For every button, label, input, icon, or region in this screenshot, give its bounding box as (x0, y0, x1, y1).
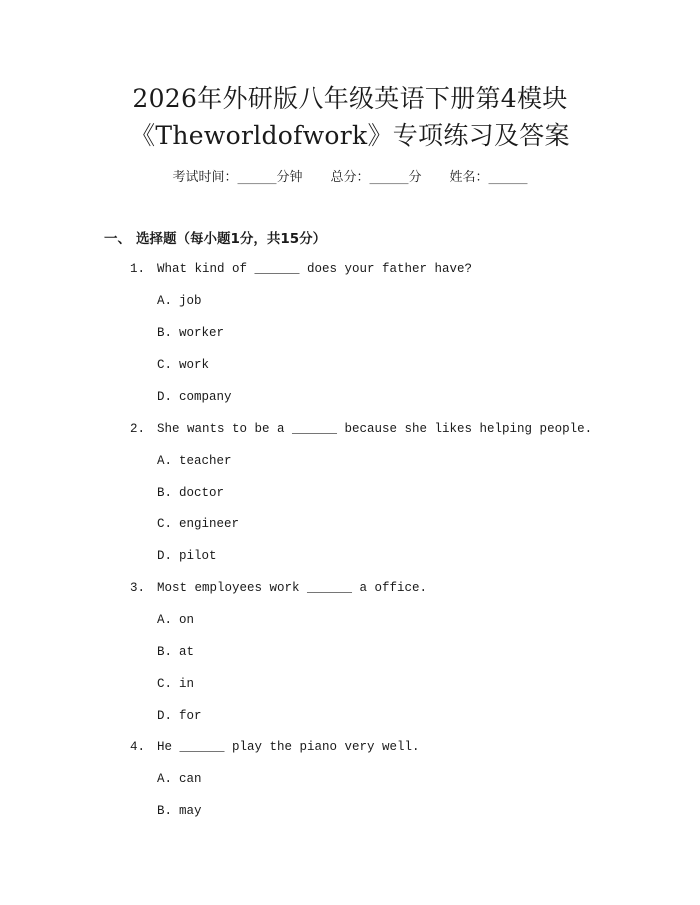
option-letter: C. (157, 358, 173, 372)
exam-time-field: 考试时间：______分钟 (172, 170, 303, 185)
question-number: 2. (130, 422, 146, 436)
option-3a (157, 611, 194, 629)
option-1d (157, 388, 232, 406)
option-text: company (179, 390, 232, 404)
question-number: 3. (130, 581, 146, 595)
option-text: work (179, 358, 210, 372)
option-3c (157, 675, 194, 693)
option-2a (157, 452, 232, 470)
option-2d (157, 547, 217, 565)
student-name-field: 姓名：______ (449, 170, 528, 185)
option-letter: A. (157, 454, 173, 468)
section-title: 选择题（每小题1分，共15分） (136, 231, 327, 247)
option-text: pilot (179, 549, 217, 563)
option-text: engineer (179, 517, 240, 531)
option-letter: B. (157, 486, 173, 500)
option-text: job (179, 294, 202, 308)
option-letter: D. (157, 709, 173, 723)
option-letter: C. (157, 517, 173, 531)
document-title-line1: 2026年外研版八年级英语下册第4模块 (132, 84, 568, 113)
option-1c (157, 356, 209, 374)
option-3b (157, 643, 194, 661)
option-1b (157, 324, 224, 342)
option-letter: D. (157, 549, 173, 563)
option-1a (157, 292, 202, 310)
question-number: 4. (130, 740, 146, 754)
option-letter: B. (157, 645, 173, 659)
document-title-line2: 《Theworldofwork》专项练习及答案 (130, 121, 570, 150)
question-text: She wants to be a ______ because she likes helping people. (157, 422, 593, 436)
option-letter: A. (157, 772, 173, 786)
option-4b (157, 802, 202, 820)
option-text: may (179, 804, 202, 818)
exam-info-row (0, 168, 700, 188)
question-2 (130, 420, 592, 438)
question-text: Most employees work ______ a office. (157, 581, 428, 595)
section-number: 一、 (104, 231, 131, 247)
question-3 (130, 579, 427, 597)
option-text: worker (179, 326, 225, 340)
question-1 (130, 260, 472, 278)
question-4 (130, 738, 420, 756)
section-heading (104, 229, 326, 249)
option-3d (157, 707, 202, 725)
option-text: can (179, 772, 202, 786)
question-text: He ______ play the piano very well. (157, 740, 420, 754)
option-2c (157, 515, 239, 533)
option-text: at (179, 645, 195, 659)
total-score-field: 总分：______分 (330, 170, 422, 185)
option-2b (157, 484, 224, 502)
option-4a (157, 770, 202, 788)
option-text: for (179, 709, 202, 723)
option-letter: A. (157, 613, 173, 627)
option-text: in (179, 677, 195, 691)
option-text: doctor (179, 486, 225, 500)
option-letter: A. (157, 294, 173, 308)
option-letter: D. (157, 390, 173, 404)
option-letter: B. (157, 804, 173, 818)
option-letter: B. (157, 326, 173, 340)
question-number: 1. (130, 262, 146, 276)
option-text: on (179, 613, 195, 627)
question-text: What kind of ______ does your father have? (157, 262, 473, 276)
option-letter: C. (157, 677, 173, 691)
option-text: teacher (179, 454, 232, 468)
